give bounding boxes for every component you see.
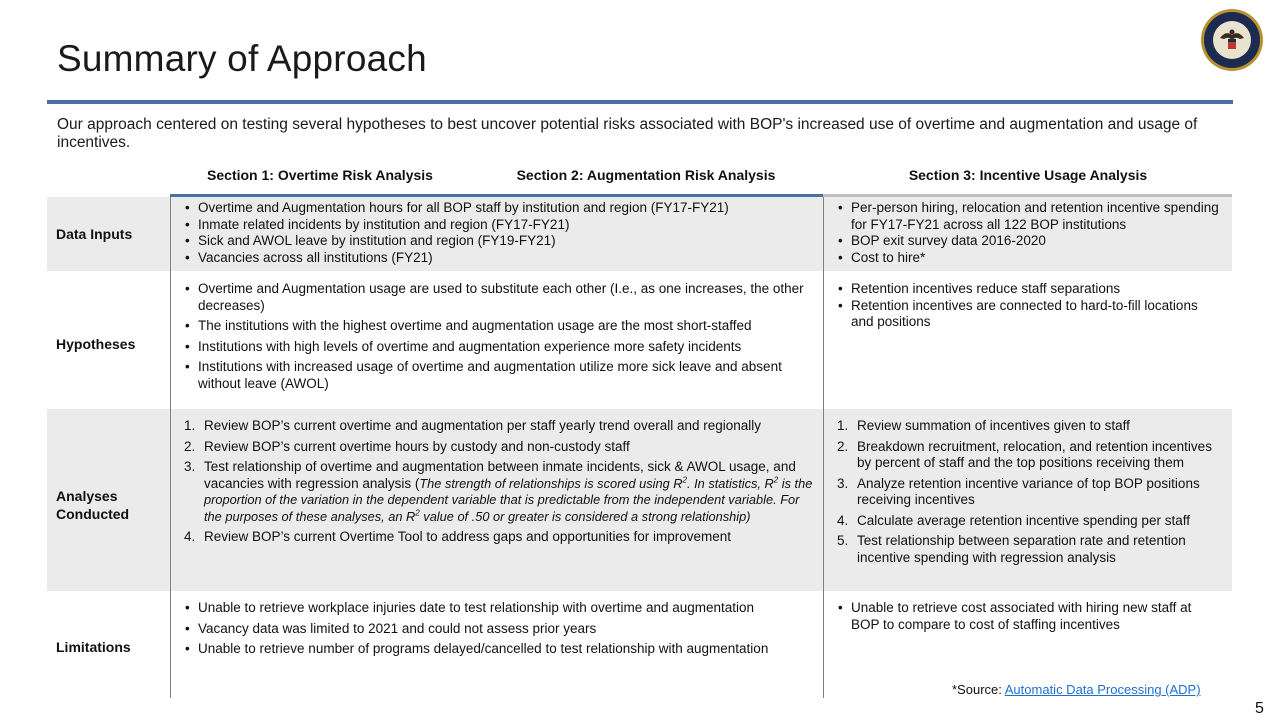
list-text: Calculate average retention incentive spending per staff — [857, 512, 1190, 528]
list-text: Breakdown recruitment, relocation, and retention incentives by percent of staff and the top positions receiving them — [857, 438, 1212, 470]
doj-seal-logo — [1200, 8, 1264, 72]
list-item: • The institutions with the highest overtime and augmentation usage are the most short-staffed — [182, 318, 822, 335]
list-item: • Vacancies across all institutions (FY21) — [182, 250, 822, 267]
analyses-sec12-cell — [184, 418, 816, 546]
list-item: • Retention incentives reduce staff separations — [835, 281, 1220, 298]
list-item — [184, 459, 816, 525]
list-text: Analyze retention incentive variance of top BOP positions receiving incentives — [857, 475, 1200, 507]
list-number: 3. — [837, 475, 849, 491]
list-text: Review summation of incentives given to staff — [857, 418, 1130, 433]
list-item: • Inmate related incidents by institution and region (FY17-FY21) — [182, 217, 822, 234]
list-item — [837, 513, 1225, 530]
row-label-hypotheses: Hypotheses — [56, 336, 136, 352]
list-item: • Overtime and Augmentation usage are used to substitute each other (I.e., as one increases, the other decreases) — [182, 281, 822, 314]
list-text: Review BOP’s current overtime and augmentation per staff yearly trend overall and regionally — [204, 418, 762, 433]
superscript: 2 — [415, 508, 420, 518]
source-prefix: *Source: — [952, 682, 1005, 697]
list-text: Review BOP’s current overtime hours by custody and non-custody staff — [204, 438, 630, 454]
section-3-top-rule — [823, 194, 1232, 197]
data-inputs-sec12-cell — [182, 200, 822, 266]
italic-note-part: The strength of relationships is scored using R — [419, 475, 683, 491]
list-number: 1. — [837, 418, 849, 433]
list-number: 4. — [184, 529, 196, 544]
list-item: • Vacancy data was limited to 2021 and could not assess prior years — [182, 621, 782, 638]
list-number: 1. — [184, 418, 196, 433]
section-3-header: Section 3: Incentive Usage Analysis — [908, 167, 1148, 183]
limitations-sec12-cell — [182, 600, 782, 658]
list-number: 2. — [837, 438, 849, 454]
section-1-header: Section 1: Overtime Risk Analysis — [207, 167, 433, 183]
list-number: 2. — [184, 438, 196, 454]
hypotheses-sec12-cell — [182, 281, 822, 392]
title-underline — [47, 100, 1233, 104]
list-item: • Institutions with high levels of overtime and augmentation experience more safety incidents — [182, 339, 822, 356]
list-item — [837, 418, 1225, 435]
list-item: • Cost to hire* — [835, 250, 1220, 267]
list-item: • Per-person hiring, relocation and retention incentive spending for FY17-FY21 across all 122 BOP institutions — [835, 200, 1220, 233]
superscript: 2 — [773, 475, 779, 485]
list-item: • Unable to retrieve workplace injuries date to test relationship with overtime and augmentation — [182, 600, 782, 617]
hypotheses-sec3-cell — [835, 281, 1220, 331]
italic-note-part: is the proportion of the variation in the dependent variable that is predictable from the independent variable. For the purposes of these analyses, an R — [204, 475, 813, 524]
list-number: 5. — [837, 533, 849, 548]
adp-source-link[interactable]: Automatic Data Processing (ADP) — [1004, 682, 1201, 697]
list-item: • Institutions with increased usage of overtime and augmentation utilize more sick leave and absent without leave (AWOL) — [182, 359, 822, 392]
list-item: • BOP exit survey data 2016-2020 — [835, 233, 1220, 250]
row-label-limitations: Limitations — [56, 639, 131, 655]
list-item — [837, 439, 1225, 472]
section-2-header: Section 2: Augmentation Risk Analysis — [516, 167, 776, 183]
list-item — [184, 418, 816, 435]
list-item — [184, 529, 816, 546]
list-item: • Unable to retrieve number of programs delayed/cancelled to test relationship with augmentation — [182, 641, 782, 658]
row-label-data-inputs: Data Inputs — [56, 226, 133, 242]
list-number: 3. — [184, 459, 196, 474]
superscript: 2 — [682, 475, 687, 485]
list-item: • Sick and AWOL leave by institution and region (FY19-FY21) — [182, 233, 822, 250]
page-title: Summary of Approach — [57, 38, 427, 79]
italic-note-part: . In statistics, R — [686, 475, 774, 491]
column-divider-right — [823, 197, 824, 698]
list-text: Test relationship between separation rate and retention incentive spending with regression analysis — [857, 533, 1186, 565]
list-text: Test relationship of overtime and augmentation between inmate incidents, sick & AWOL usage, and vacancies with regression analysis ( — [204, 459, 796, 491]
list-item: • Overtime and Augmentation hours for all BOP staff by institution and region (FY17-FY21) — [182, 200, 822, 217]
section-1-2-top-rule — [170, 194, 823, 197]
list-number: 4. — [837, 512, 849, 528]
list-text: Review BOP’s current Overtime Tool to address gaps and opportunities for improvement — [204, 529, 732, 544]
source-note — [952, 682, 1201, 697]
list-item — [837, 476, 1225, 509]
intro-text: Our approach centered on testing several hypotheses to best uncover potential risks associated with BOP's increased use of overtime and augmentation and usage of incentives. — [57, 116, 1198, 151]
analyses-sec3-cell — [837, 418, 1225, 566]
limitations-sec3-cell — [835, 600, 1220, 633]
list-item — [184, 439, 816, 456]
data-inputs-sec3-cell — [835, 200, 1220, 266]
italic-note-part: value of .50 or greater is considered a strong relationship) — [419, 508, 751, 524]
page-number: 5 — [1255, 700, 1264, 717]
column-divider-left — [170, 197, 171, 698]
list-item: • Unable to retrieve cost associated with hiring new staff at BOP to compare to cost of staffing incentives — [835, 600, 1220, 633]
list-item: • Retention incentives are connected to hard-to-fill locations and positions — [835, 298, 1220, 331]
row-label-analyses-conducted: Analyses Conducted — [56, 488, 130, 522]
list-item — [837, 533, 1225, 566]
